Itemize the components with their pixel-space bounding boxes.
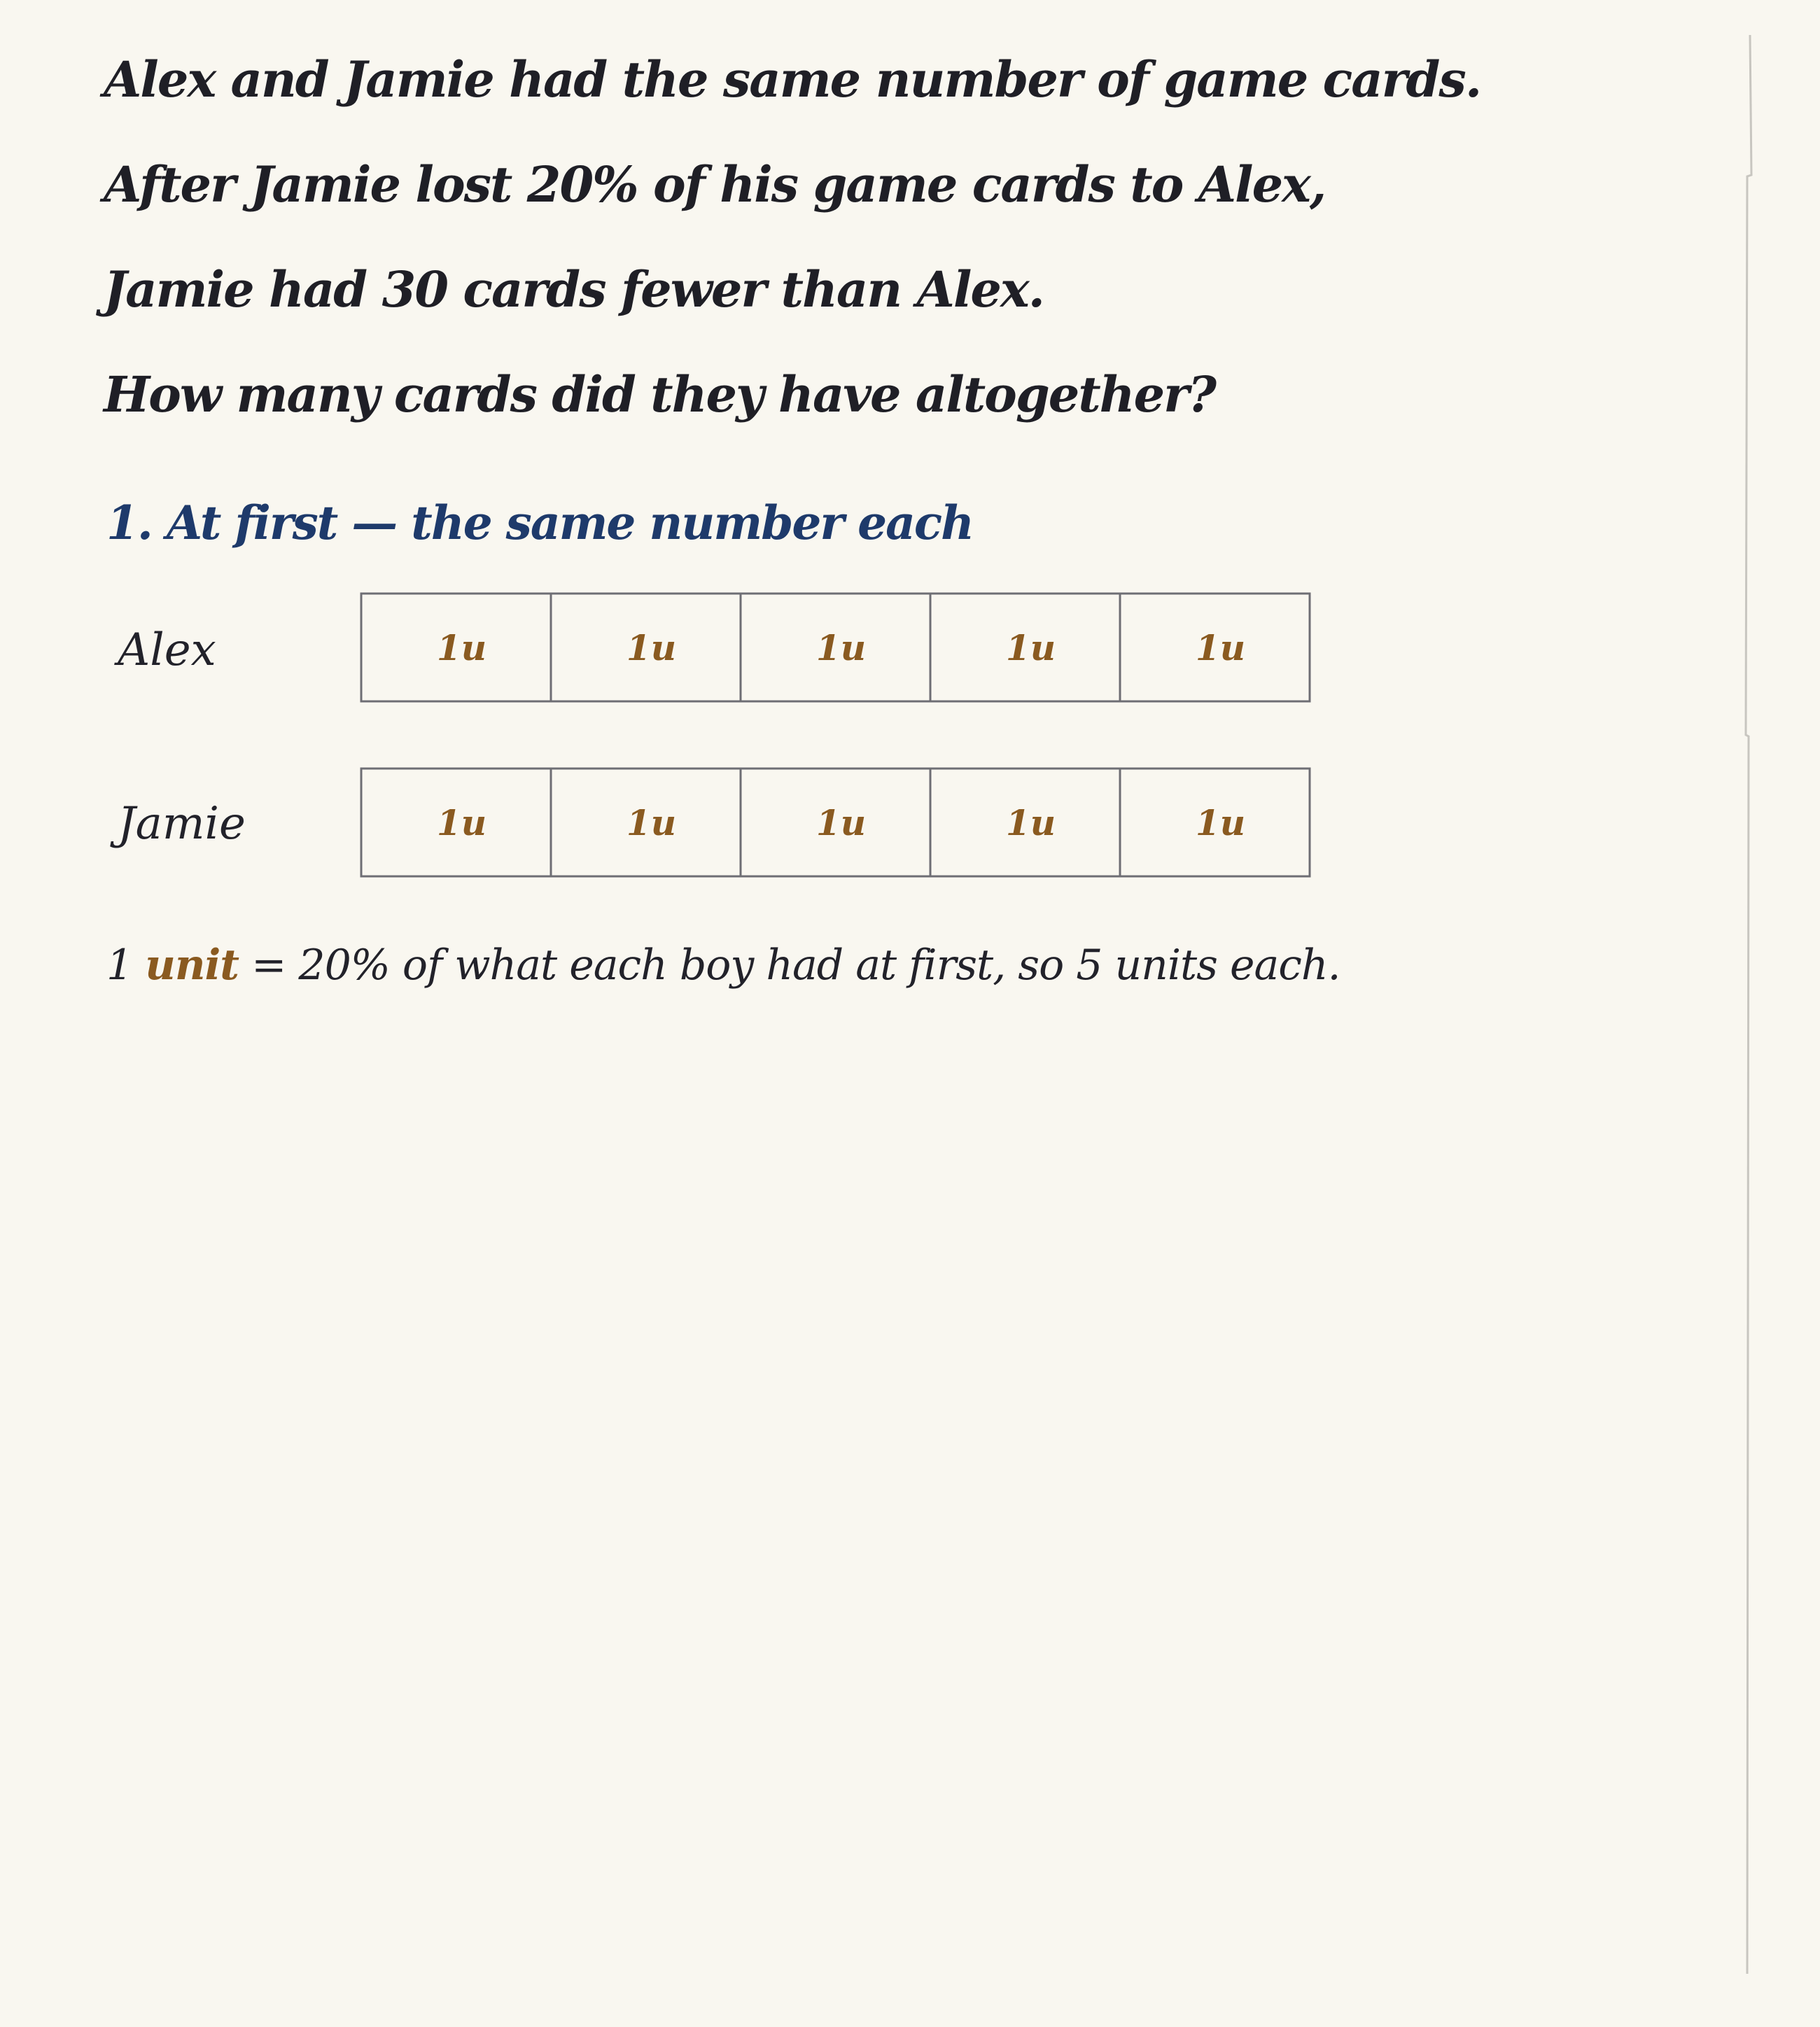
note-suffix: = 20% of what each boy had at first, so 5 units each.	[239, 941, 1340, 990]
alex-unit-label-5: 1u	[1195, 627, 1246, 668]
alex-unit-label-1: 1u	[436, 627, 487, 668]
note-unit-word: unit	[145, 941, 239, 990]
jamie-unit-label-4: 1u	[1005, 802, 1056, 843]
jamie-unit-label-1: 1u	[436, 802, 487, 843]
page-margin-line	[1746, 35, 1751, 1974]
alex-unit-label-4: 1u	[1005, 627, 1056, 668]
step-1-heading: 1. At first — the same number each	[106, 496, 974, 550]
jamie-unit-label-5: 1u	[1195, 802, 1246, 843]
row-label-alex: Alex	[118, 624, 216, 676]
problem-line-2: After Jamie lost 20% of his game cards to Alex,	[104, 155, 1326, 213]
alex-unit-label-2: 1u	[626, 627, 677, 668]
unit-note	[106, 941, 1340, 990]
alex-unit-label-3: 1u	[816, 627, 867, 668]
jamie-unit-label-3: 1u	[816, 802, 867, 843]
problem-line-4: How many cards did they have altogether?	[104, 365, 1216, 423]
problem-line-1: Alex and Jamie had the same number of game cards.	[104, 50, 1481, 108]
row-label-jamie: Jamie	[118, 798, 246, 850]
jamie-unit-label-2: 1u	[626, 802, 677, 843]
note-prefix: 1	[106, 941, 146, 990]
problem-line-3: Jamie had 30 cards fewer than Alex.	[104, 260, 1044, 318]
